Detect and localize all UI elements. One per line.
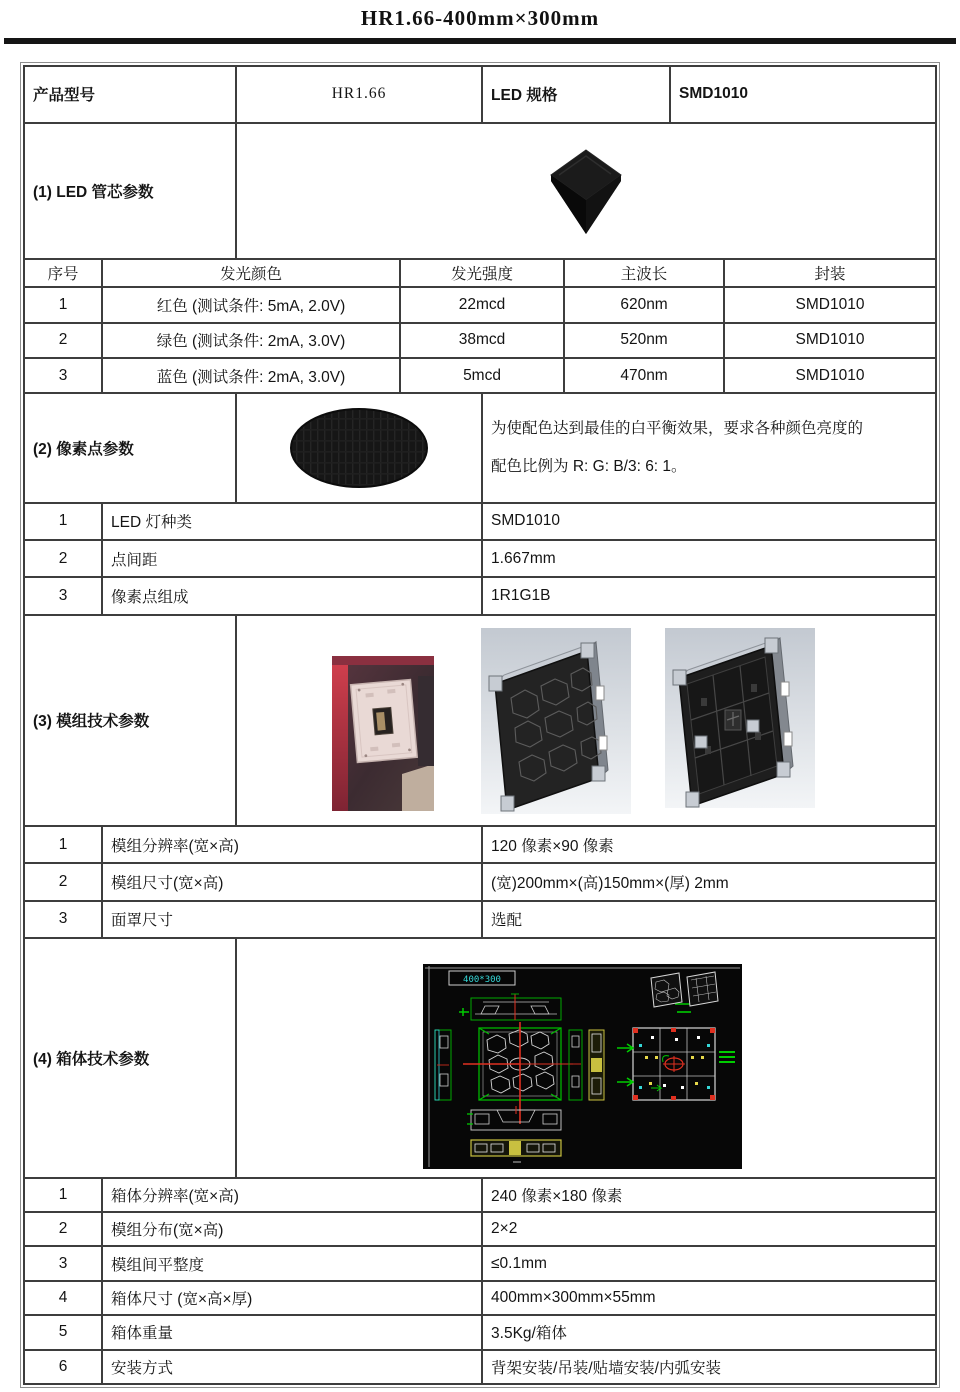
table-row <box>24 287 936 322</box>
row-label: 箱体尺寸 (宽×高×厚) <box>102 1281 482 1315</box>
table-row <box>24 901 936 938</box>
cell-color: 绿色 (测试条件: 2mA, 3.0V) <box>102 323 400 358</box>
cell-intensity: 5mcd <box>400 358 564 393</box>
col-header-package: 封装 <box>724 259 936 287</box>
row-value: 2×2 <box>482 1212 936 1246</box>
led-chip-image <box>237 124 935 258</box>
table-row <box>24 259 936 287</box>
table-row <box>24 826 936 863</box>
section2-label: (2) 像素点参数 <box>24 393 236 502</box>
white-balance-note-line1: 为使配色达到最佳的白平衡效果，要求各种颜色亮度的 <box>491 420 864 438</box>
table-row <box>24 503 936 540</box>
row-number: 1 <box>24 826 102 863</box>
row-number: 1 <box>24 503 102 540</box>
table-row <box>24 1350 936 1384</box>
row-number: 4 <box>24 1281 102 1315</box>
led-chip-icon <box>549 148 623 234</box>
table-row <box>24 863 936 900</box>
table-row <box>24 540 936 577</box>
row-label: 点间距 <box>102 540 482 577</box>
module-photo <box>332 656 434 811</box>
cad-size-label: 400*300 <box>463 975 501 986</box>
row-number: 3 <box>24 577 102 614</box>
cell-package: SMD1010 <box>724 287 936 322</box>
table-row <box>24 1315 936 1349</box>
row-value: 选配 <box>482 901 936 938</box>
row-number: 6 <box>24 1350 102 1384</box>
table-row <box>24 66 936 123</box>
row-value: 240 像素×180 像素 <box>482 1178 936 1212</box>
led-spec-label: LED 规格 <box>482 66 670 123</box>
product-model-value: HR1.66 <box>236 66 482 123</box>
row-label: 模组分布(宽×高) <box>102 1212 482 1246</box>
cell-package: SMD1010 <box>724 323 936 358</box>
col-header-index: 序号 <box>24 259 102 287</box>
cell-wavelength: 520nm <box>564 323 724 358</box>
table-row <box>24 1212 936 1246</box>
row-label: 像素点组成 <box>102 577 482 614</box>
product-model-label: 产品型号 <box>24 66 236 123</box>
table-row <box>24 123 936 259</box>
cell-wavelength: 620nm <box>564 287 724 322</box>
cabinet-cad-cell <box>236 938 936 1178</box>
cell-index: 3 <box>24 358 102 393</box>
led-spec-value: SMD1010 <box>670 66 936 123</box>
module-images-cell <box>236 615 936 826</box>
cell-package: SMD1010 <box>724 358 936 393</box>
module-render-back <box>665 628 815 808</box>
cell-color: 红色 (测试条件: 5mA, 2.0V) <box>102 287 400 322</box>
spec-table-wrapper <box>20 62 940 1388</box>
row-value: 背架安装/吊装/贴墙安装/内弧安装 <box>482 1350 936 1384</box>
page-title: HR1.66-400mm×300mm <box>360 6 600 30</box>
row-label: 箱体分辨率(宽×高) <box>102 1178 482 1212</box>
cell-intensity: 38mcd <box>400 323 564 358</box>
cell-color: 蓝色 (测试条件: 2mA, 3.0V) <box>102 358 400 393</box>
row-number: 2 <box>24 1212 102 1246</box>
row-value: (宽)200mm×(高)150mm×(厚) 2mm <box>482 863 936 900</box>
row-label: LED 灯种类 <box>102 503 482 540</box>
cabinet-cad-drawing <box>423 964 742 1169</box>
title-rule <box>4 38 956 44</box>
table-row <box>24 577 936 614</box>
col-header-wavelength: 主波长 <box>564 259 724 287</box>
row-number: 2 <box>24 863 102 900</box>
row-value: ≤0.1mm <box>482 1246 936 1280</box>
section1-label: (1) LED 管芯参数 <box>24 123 236 259</box>
row-label: 模组尺寸(宽×高) <box>102 863 482 900</box>
row-value: 1R1G1B <box>482 577 936 614</box>
row-number: 3 <box>24 901 102 938</box>
white-balance-note-line2: 配色比例为 R: G: B/3: 6: 1。 <box>491 458 687 476</box>
table-row <box>24 1246 936 1280</box>
row-number: 5 <box>24 1315 102 1349</box>
row-label: 安装方式 <box>102 1350 482 1384</box>
cell-index: 2 <box>24 323 102 358</box>
section4-label: (4) 箱体技术参数 <box>24 938 236 1178</box>
pixel-oval-icon <box>289 407 429 489</box>
section3-label: (3) 模组技术参数 <box>24 615 236 826</box>
row-value: 1.667mm <box>482 540 936 577</box>
cell-wavelength: 470nm <box>564 358 724 393</box>
table-row <box>24 393 936 502</box>
table-row <box>24 938 936 1178</box>
row-number: 3 <box>24 1246 102 1280</box>
row-label: 模组间平整度 <box>102 1246 482 1280</box>
col-header-color: 发光颜色 <box>102 259 400 287</box>
table-row <box>24 323 936 358</box>
table-row <box>24 615 936 826</box>
table-row <box>24 1281 936 1315</box>
row-label: 模组分辨率(宽×高) <box>102 826 482 863</box>
pixel-macro-image-cell <box>236 393 482 502</box>
cell-intensity: 22mcd <box>400 287 564 322</box>
row-value: 400mm×300mm×55mm <box>482 1281 936 1315</box>
row-label: 箱体重量 <box>102 1315 482 1349</box>
cell-index: 1 <box>24 287 102 322</box>
white-balance-note <box>482 393 936 502</box>
row-value: 120 像素×90 像素 <box>482 826 936 863</box>
row-number: 1 <box>24 1178 102 1212</box>
col-header-intensity: 发光强度 <box>400 259 564 287</box>
table-row <box>24 358 936 393</box>
pixel-macro-image <box>237 394 481 501</box>
row-number: 2 <box>24 540 102 577</box>
row-label: 面罩尺寸 <box>102 901 482 938</box>
spec-table <box>23 65 937 1385</box>
module-render-front <box>481 628 631 814</box>
row-value: 3.5Kg/箱体 <box>482 1315 936 1349</box>
table-row <box>24 1178 936 1212</box>
section1-image-cell <box>236 123 936 259</box>
row-value: SMD1010 <box>482 503 936 540</box>
